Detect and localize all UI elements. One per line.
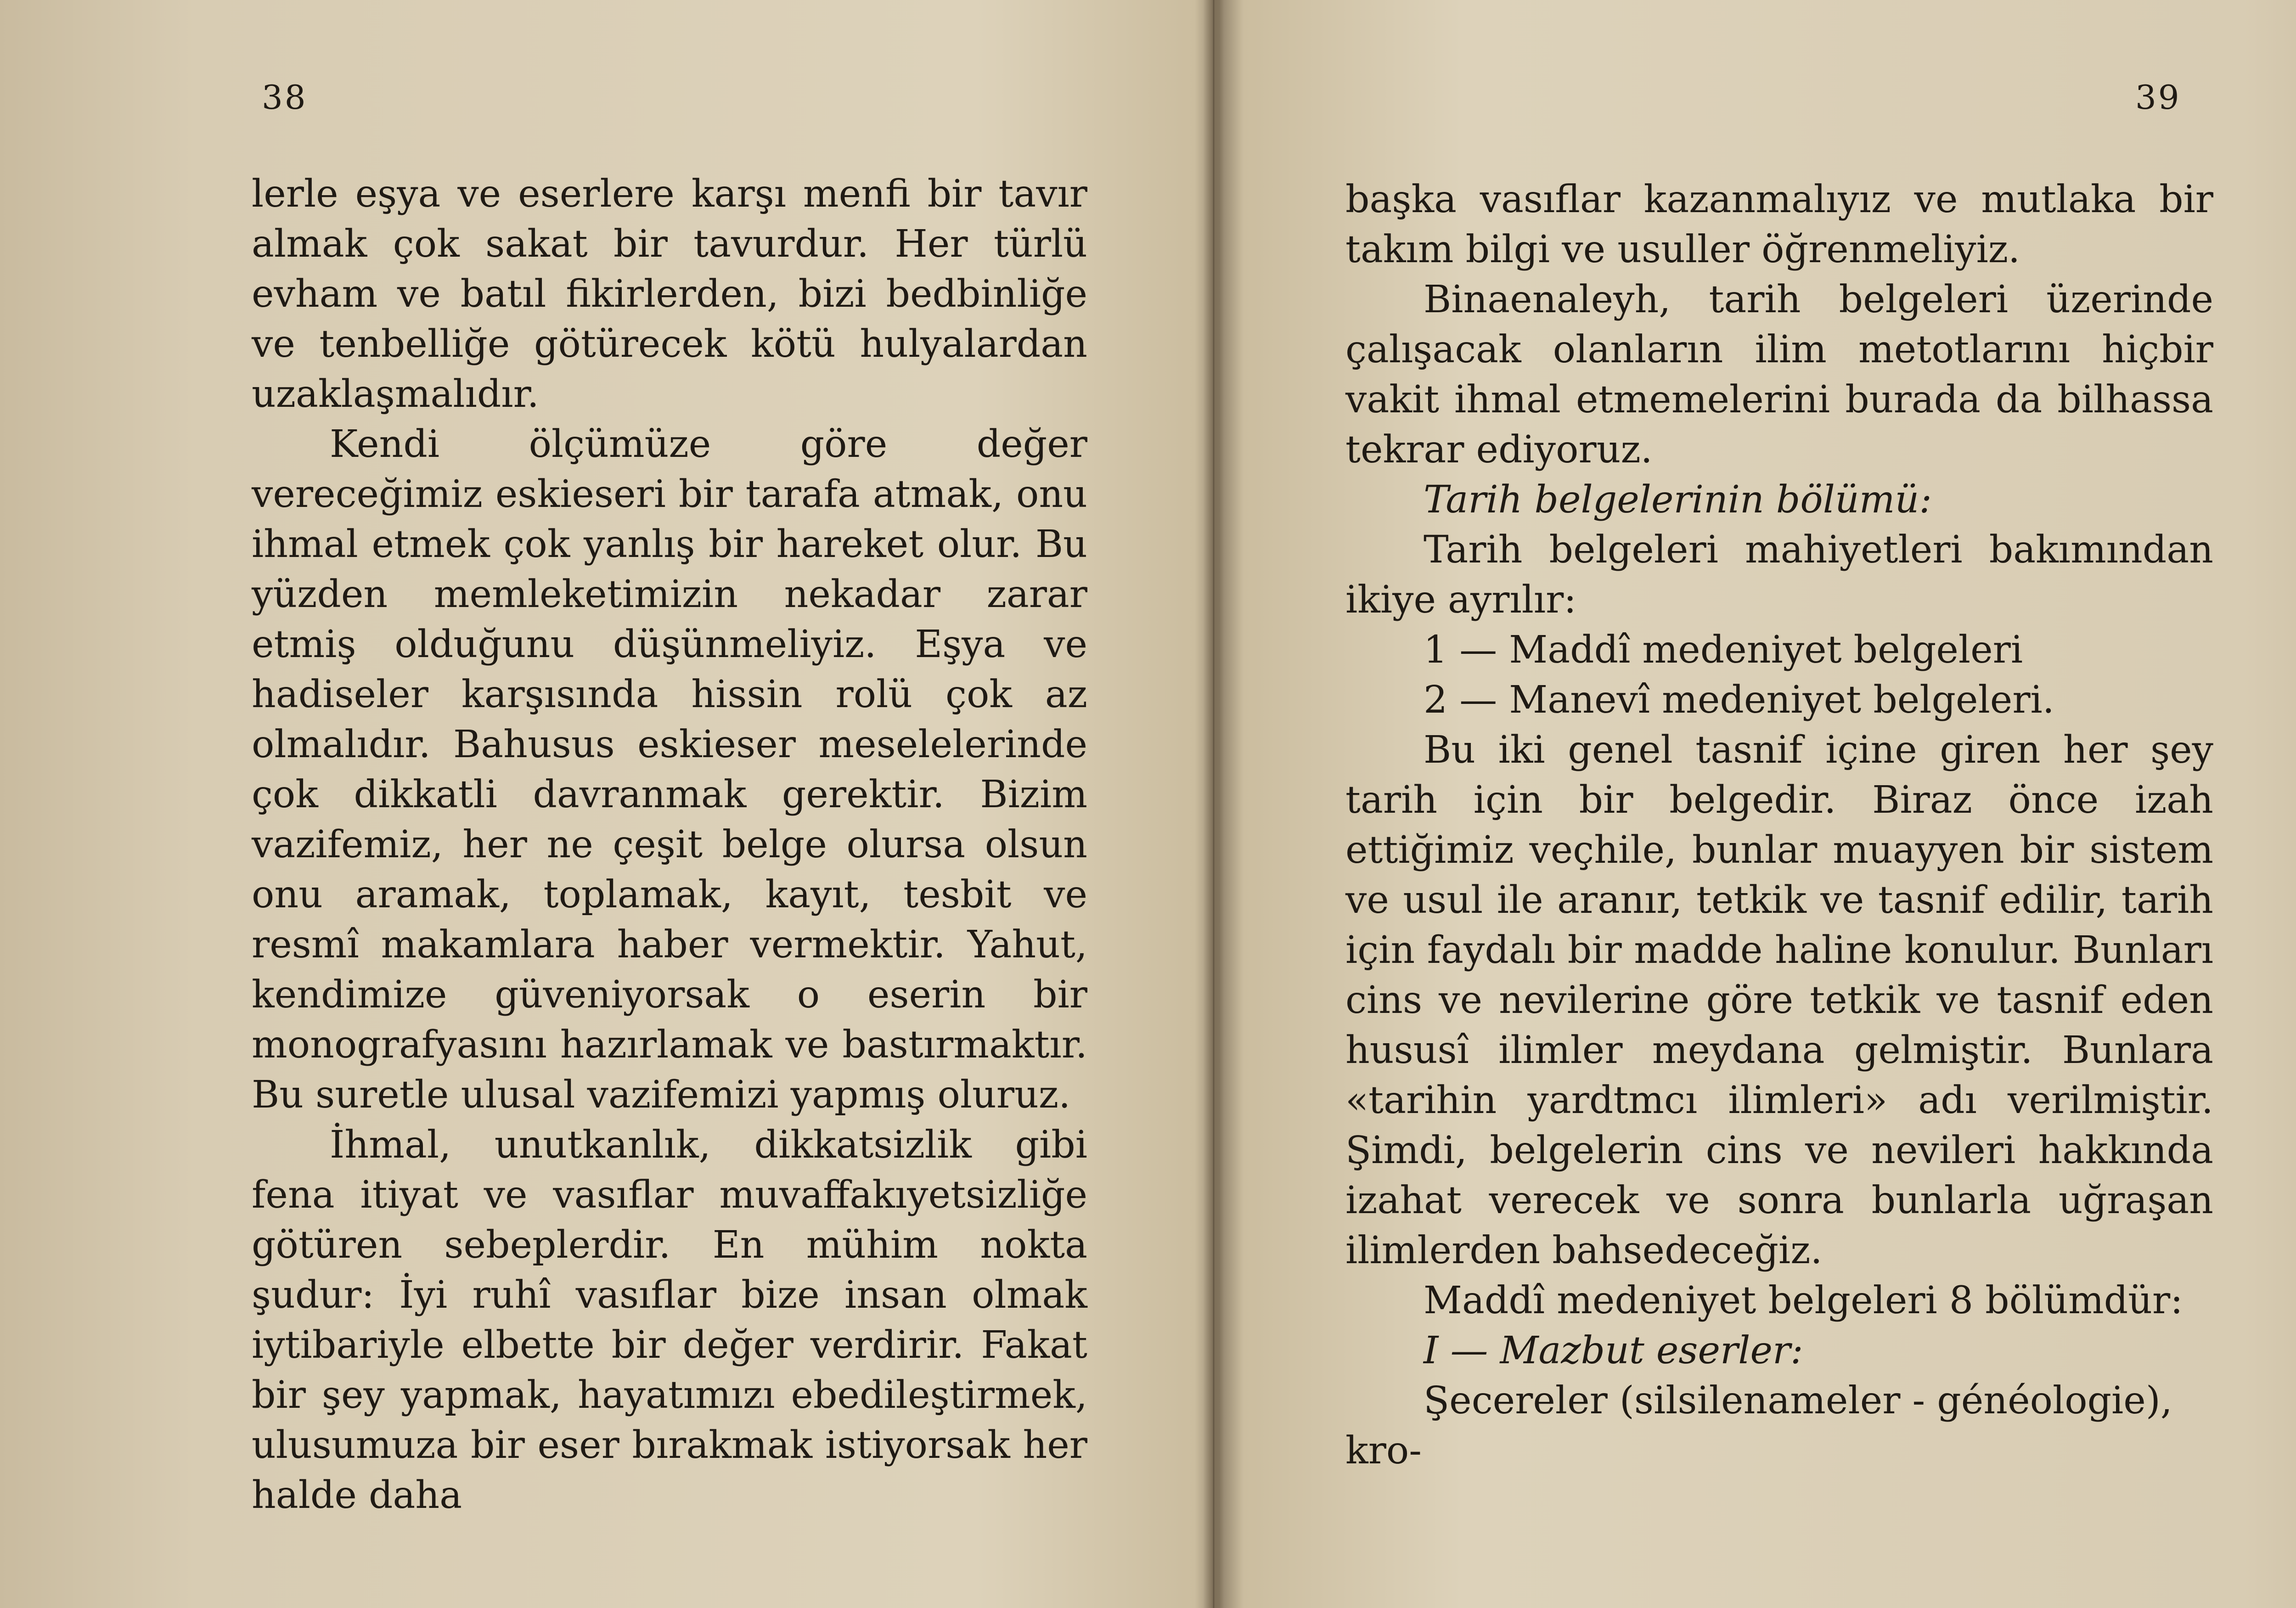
paragraph: Şecereler (silsilenameler - généologie), kro- (1345, 1379, 2172, 1473)
paragraph: lerle eşya ve eserlere karşı menfi bir tavır almak çok sakat bir tavurdur. Her türlü evham ve batıl fikirlerden, bizi bedbinliğe ve tenbelliğe götürecek kötü hulyalardan uzaklaşmalıdır. (252, 172, 1087, 416)
list-item: 2 — Manevî medeniyet belgeleri. (1424, 678, 2054, 722)
section-label: I — Mazbut eserler: (1424, 1329, 1803, 1372)
right-text-block (1345, 174, 2213, 1476)
right-page (1212, 0, 2296, 1608)
page-number-left: 38 (262, 78, 308, 117)
paragraph: İhmal, unutkanlık, dikkatsizlik gibi fena itiyat ve vasıflar muvaffakıyetsizliğe götüren sebeplerdir. En mühim nokta şudur: İyi ruhî vasıflar bize insan olmak iytibariyle elbette bir değer verdirir. Fakat bir şey yapmak, hayatımızı ebedileştirmek, ulusumuza bir eser bırakmak istiyorsak her halde daha (252, 1123, 1087, 1517)
paragraph: Kendi ölçümüze göre değer vereceğimiz eskieseri bir tarafa atmak, onu ihmal etmek çok yanlış bir hareket olur. Bu yüzden memleketimizin nekadar zarar etmiş olduğunu düşünmeliyiz. Eşya ve hadiseler karşısında hissin rolü çok az olmalıdır. Bahusus eskieser meselelerinde çok dikkatli davranmak gerektir. Bizim vazifemiz, her ne çeşit belge olursa olsun onu aramak, toplamak, kayıt, tesbit ve resmî makamlara haber vermektir. Yahut, kendimize güveniyorsak o eserin bir monografyasını hazırlamak ve bastırmaktır. Bu suretle ulusal vazifemizi yapmış oluruz. (252, 422, 1087, 1117)
paragraph: başka vasıflar kazanmalıyız ve mutlaka bir takım bilgi ve usuller öğrenmeliyiz. (1345, 178, 2213, 271)
section-heading: Tarih belgelerinin bölümü: (1424, 478, 1932, 522)
page-number-right: 39 (2135, 78, 2181, 117)
left-text-block (252, 169, 1087, 1520)
paragraph: Binaenaleyh, tarih belgeleri üzerinde çalışacak olanların ilim metotlarını hiçbir vakit ihmal etmemelerini burada da bilhassa tekrar ediyoruz. (1345, 278, 2213, 472)
paragraph: Maddî medeniyet belgeleri 8 bölümdür: (1424, 1279, 2183, 1322)
paragraph: Tarih belgeleri mahiyetleri bakımından ikiye ayrılır: (1345, 528, 2213, 622)
list-item: 1 — Maddî medeniyet belgeleri (1424, 628, 2023, 672)
paragraph: Bu iki genel tasnif içine giren her şey tarih için bir belgedir. Biraz önce izah ettiğimiz veçhile, bunlar muayyen bir sistem ve usul ile aranır, tetkik ve tasnif edilir, tarih için faydalı bir madde haline konulur. Bunları cins ve nevilerine göre tetkik ve tasnif eden hususî ilimler meydana gelmiştir. Bunlara «tarihin yardtmcı ilimleri» adı verilmiştir. Şimdi, belgelerin cins ve nevileri hakkında izahat verecek ve sonra bunlarla uğraşan ilimlerden bahsedeceğiz. (1345, 728, 2213, 1272)
